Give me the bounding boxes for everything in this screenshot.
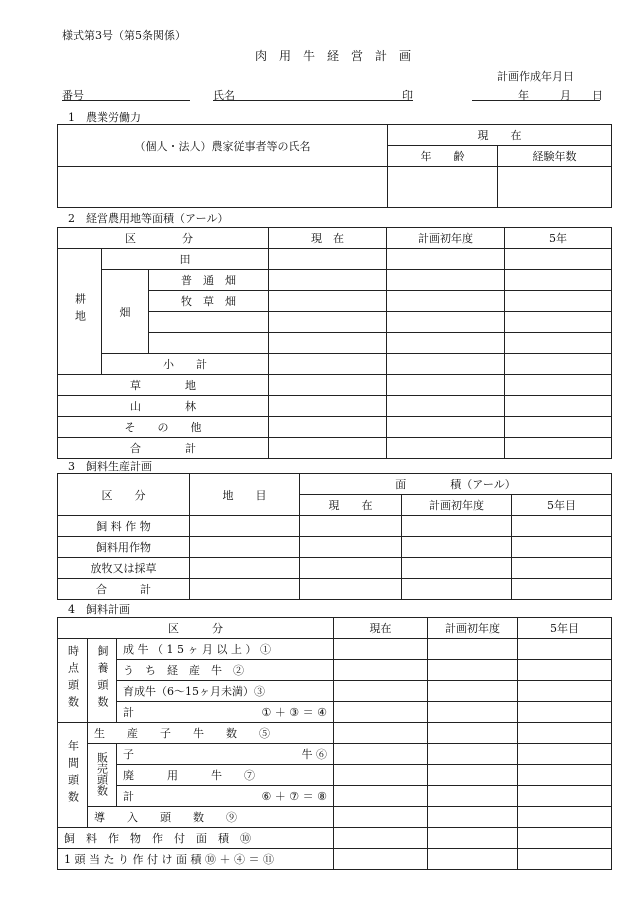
current-header: 現 在 bbox=[388, 125, 612, 146]
name-field[interactable] bbox=[213, 87, 413, 101]
worker-name-header: （個人・法人）農家従事者等の氏名 bbox=[58, 125, 388, 167]
section-4-heading: 4 飼料計画 bbox=[68, 603, 130, 616]
total-label: 合 計 bbox=[58, 438, 269, 459]
cell[interactable] bbox=[505, 270, 612, 291]
cell[interactable] bbox=[334, 744, 428, 765]
cell[interactable] bbox=[518, 765, 612, 786]
cell[interactable] bbox=[334, 849, 428, 870]
subtotal-label: 小 計 bbox=[102, 354, 269, 375]
plan-five-header: 5年目 bbox=[518, 618, 612, 639]
seal-mark: 印 bbox=[402, 89, 413, 102]
culled-cow-label: 廃 用 牛 ⑦ bbox=[117, 765, 334, 786]
cell[interactable] bbox=[428, 849, 518, 870]
cell[interactable] bbox=[300, 579, 402, 600]
cell[interactable] bbox=[269, 249, 387, 270]
form-number: 様式第3号（第5条関係） bbox=[62, 29, 186, 42]
cell[interactable] bbox=[428, 723, 518, 744]
cell[interactable] bbox=[387, 249, 505, 270]
cell[interactable] bbox=[505, 249, 612, 270]
cell[interactable] bbox=[149, 312, 269, 333]
cell[interactable] bbox=[518, 828, 612, 849]
cell[interactable] bbox=[190, 516, 300, 537]
land-table bbox=[57, 227, 612, 459]
forage-crop-label: 飼料用作物 bbox=[58, 537, 190, 558]
cell[interactable] bbox=[334, 765, 428, 786]
cell[interactable] bbox=[518, 744, 612, 765]
page-title: 肉 用 牛 経 営 計 画 bbox=[255, 49, 412, 63]
grassland-label: 草 地 bbox=[58, 375, 269, 396]
sold-count-label: 販売頭数 bbox=[88, 744, 117, 807]
cell[interactable] bbox=[334, 786, 428, 807]
other-label: そ の 他 bbox=[58, 417, 269, 438]
cell[interactable] bbox=[190, 579, 300, 600]
cell[interactable] bbox=[428, 765, 518, 786]
cell[interactable] bbox=[518, 660, 612, 681]
section-1-heading: 1 農業労働力 bbox=[68, 111, 141, 124]
age-cell[interactable] bbox=[388, 167, 498, 208]
cell[interactable] bbox=[334, 702, 428, 723]
sold-total-label: 計 ⑥ ＋ ⑦ ＝ ⑧ bbox=[117, 786, 334, 807]
cell[interactable] bbox=[387, 333, 505, 354]
cell[interactable] bbox=[505, 333, 612, 354]
cell[interactable] bbox=[387, 354, 505, 375]
cell[interactable] bbox=[428, 660, 518, 681]
cell[interactable] bbox=[190, 558, 300, 579]
cell[interactable] bbox=[428, 828, 518, 849]
cell[interactable] bbox=[387, 270, 505, 291]
cell[interactable] bbox=[505, 312, 612, 333]
cell[interactable] bbox=[428, 681, 518, 702]
cell[interactable] bbox=[387, 438, 505, 459]
age-header: 年 齢 bbox=[388, 146, 498, 167]
feed-production-table bbox=[57, 473, 612, 600]
cell[interactable] bbox=[402, 558, 512, 579]
cell[interactable] bbox=[190, 537, 300, 558]
date-field[interactable] bbox=[472, 87, 603, 102]
cell[interactable] bbox=[334, 639, 428, 660]
point-count-label: 時点頭数 bbox=[58, 639, 88, 723]
cell[interactable] bbox=[518, 807, 612, 828]
cell[interactable] bbox=[402, 516, 512, 537]
cell[interactable] bbox=[334, 828, 428, 849]
grazing-label: 放牧又は採草 bbox=[58, 558, 190, 579]
cropland-label: 耕地 bbox=[58, 249, 102, 375]
cell[interactable] bbox=[512, 558, 612, 579]
cell[interactable] bbox=[512, 537, 612, 558]
cell[interactable] bbox=[334, 723, 428, 744]
number-label: 番号 bbox=[62, 89, 84, 102]
calves-born-label: 生 産 子 牛 数 ⑤ bbox=[88, 723, 334, 744]
month-label: 月 bbox=[560, 89, 571, 102]
cell[interactable] bbox=[428, 786, 518, 807]
cell[interactable] bbox=[428, 744, 518, 765]
feed-five-header: 5年目 bbox=[512, 495, 612, 516]
paddy-label: 田 bbox=[102, 249, 269, 270]
cell[interactable] bbox=[518, 849, 612, 870]
cell[interactable] bbox=[300, 516, 402, 537]
heifer-label: 育成牛（6〜15ヶ月未満）③ bbox=[117, 681, 334, 702]
cell[interactable] bbox=[402, 537, 512, 558]
cell[interactable] bbox=[505, 438, 612, 459]
cell[interactable] bbox=[518, 702, 612, 723]
plan-first-header: 計画初年度 bbox=[428, 618, 518, 639]
kept-total-label: 計 ① ＋ ③ ＝ ④ bbox=[117, 702, 334, 723]
section-2-heading: 2 経営農用地等面積（アール） bbox=[68, 212, 229, 225]
cell[interactable] bbox=[402, 579, 512, 600]
feed-crop-area-label: 飼 料 作 物 作 付 面 積 ⑩ bbox=[58, 828, 334, 849]
land-kubun-header: 区 分 bbox=[58, 228, 269, 249]
cell[interactable] bbox=[387, 396, 505, 417]
number-field[interactable] bbox=[62, 87, 190, 101]
forest-label: 山 林 bbox=[58, 396, 269, 417]
cell[interactable] bbox=[387, 291, 505, 312]
annual-count-label: 年間頭数 bbox=[58, 723, 88, 828]
land-current-header: 現 在 bbox=[269, 228, 387, 249]
calf-sold-label: 子 牛 ⑥ bbox=[117, 744, 334, 765]
name-label: 氏名 bbox=[213, 89, 235, 102]
feed-first-header: 計画初年度 bbox=[402, 495, 512, 516]
cell[interactable] bbox=[387, 312, 505, 333]
cell[interactable] bbox=[387, 375, 505, 396]
cell[interactable] bbox=[505, 396, 612, 417]
adult-cattle-label: 成 牛 （ 1 5 ヶ 月 以 上 ） ① bbox=[117, 639, 334, 660]
feed-crop-label: 飼 料 作 物 bbox=[58, 516, 190, 537]
cell[interactable] bbox=[149, 333, 269, 354]
cell[interactable] bbox=[269, 354, 387, 375]
plan-kubun-header: 区 分 bbox=[58, 618, 334, 639]
parous-cow-label: う ち 経 産 牛 ② bbox=[117, 660, 334, 681]
labor-table bbox=[57, 124, 612, 208]
cell[interactable] bbox=[269, 417, 387, 438]
feed-plan-table bbox=[57, 617, 612, 870]
introduced-count-label: 導 入 頭 数 ⑨ bbox=[88, 807, 334, 828]
cell[interactable] bbox=[428, 639, 518, 660]
cell[interactable] bbox=[518, 639, 612, 660]
cell[interactable] bbox=[505, 354, 612, 375]
land-first-header: 計画初年度 bbox=[387, 228, 505, 249]
experience-header: 経験年数 bbox=[498, 146, 612, 167]
area-header: 面 積（アール） bbox=[300, 474, 612, 495]
feed-total-label: 合 計 bbox=[58, 579, 190, 600]
cell[interactable] bbox=[269, 270, 387, 291]
cell[interactable] bbox=[334, 681, 428, 702]
cell[interactable] bbox=[518, 681, 612, 702]
feed-current-header: 現 在 bbox=[300, 495, 402, 516]
cell[interactable] bbox=[505, 291, 612, 312]
cell[interactable] bbox=[512, 516, 612, 537]
pasture-field-label: 牧 草 畑 bbox=[149, 291, 269, 312]
field-label: 畑 bbox=[102, 270, 149, 354]
cell[interactable] bbox=[512, 579, 612, 600]
area-per-head-label: 1 頭 当 た り 作 付 け 面 積 ⑩ ＋ ④ ＝ ⑪ bbox=[58, 849, 334, 870]
created-date-label: 計画作成年月日 bbox=[497, 70, 574, 83]
cell[interactable] bbox=[518, 723, 612, 744]
feed-kubun-header: 区 分 bbox=[58, 474, 190, 516]
cell[interactable] bbox=[269, 333, 387, 354]
cell[interactable] bbox=[334, 660, 428, 681]
year-label: 年 bbox=[518, 89, 529, 102]
cell[interactable] bbox=[518, 786, 612, 807]
cell[interactable] bbox=[428, 702, 518, 723]
cell[interactable] bbox=[387, 417, 505, 438]
cell[interactable] bbox=[269, 291, 387, 312]
kept-count-label: 飼養頭数 bbox=[88, 639, 117, 723]
normal-field-label: 普 通 畑 bbox=[149, 270, 269, 291]
cell[interactable] bbox=[334, 807, 428, 828]
cell[interactable] bbox=[269, 312, 387, 333]
worker-name-cell[interactable] bbox=[58, 167, 388, 208]
cell[interactable] bbox=[300, 558, 402, 579]
cell[interactable] bbox=[428, 807, 518, 828]
land-type-header: 地 目 bbox=[190, 474, 300, 516]
cell[interactable] bbox=[269, 438, 387, 459]
day-label: 日 bbox=[592, 89, 603, 102]
land-five-header: 5年 bbox=[505, 228, 612, 249]
section-3-heading: 3 飼料生産計画 bbox=[68, 460, 152, 473]
cell[interactable] bbox=[269, 375, 387, 396]
cell[interactable] bbox=[269, 396, 387, 417]
cell[interactable] bbox=[300, 537, 402, 558]
cell[interactable] bbox=[505, 375, 612, 396]
cell[interactable] bbox=[505, 417, 612, 438]
plan-current-header: 現在 bbox=[334, 618, 428, 639]
experience-cell[interactable] bbox=[498, 167, 612, 208]
